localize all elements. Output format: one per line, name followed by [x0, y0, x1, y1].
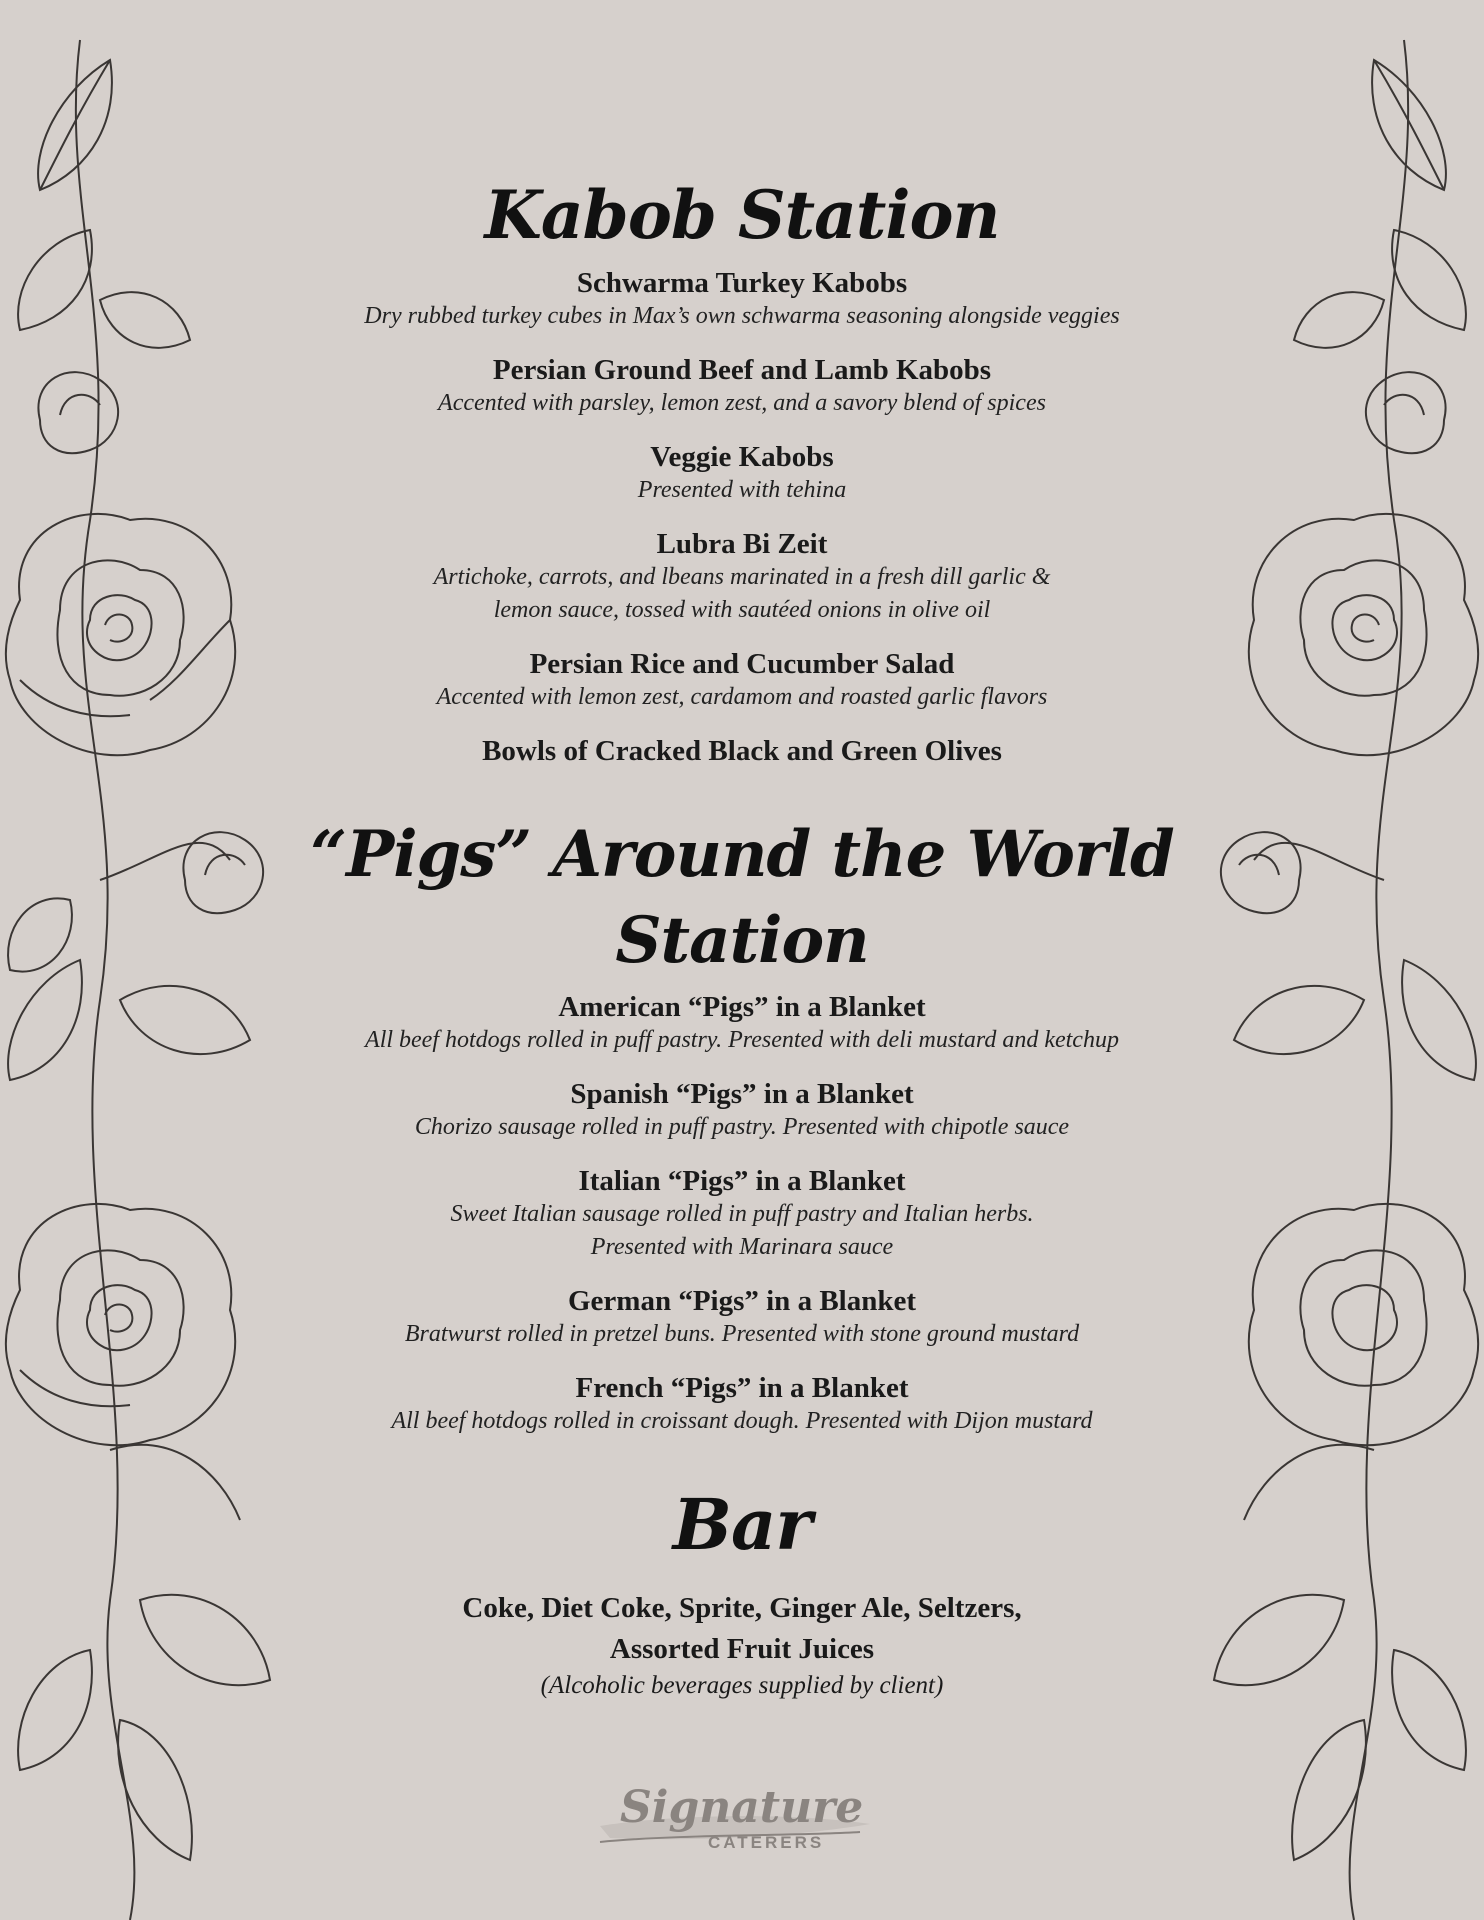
menu-item — [260, 527, 1224, 627]
item-description: Bratwurst rolled in pretzel buns. Presented with stone ground mustard — [404, 1321, 1080, 1347]
bar-drinks-line2: Assorted Fruit Juices — [609, 1633, 875, 1665]
item-name: Bowls of Cracked Black and Green Olives — [482, 735, 1002, 767]
pigs-station-section — [260, 812, 1224, 1438]
logo-script-text: Signature — [620, 1782, 864, 1833]
bar-drinks-line1: Coke, Diet Coke, Sprite, Ginger Ale, Seltzers, — [462, 1592, 1022, 1624]
item-description: Dry rubbed turkey cubes in Max’s own schwarma seasoning alongside veggies — [364, 303, 1120, 329]
item-name: Lubra Bi Zeit — [656, 528, 828, 560]
kabob-station-section — [260, 170, 1224, 768]
logo-caterers-text: CATERERS — [708, 1833, 825, 1852]
bar-details — [260, 1588, 1224, 1702]
item-name: Veggie Kabobs — [650, 441, 834, 473]
menu-item — [260, 353, 1224, 420]
menu-item — [260, 1371, 1224, 1438]
menu-content — [260, 170, 1224, 1702]
menu-item — [260, 647, 1224, 714]
item-description-line2: Presented with Marinara sauce — [590, 1234, 894, 1260]
signature-caterers-logo — [580, 1776, 880, 1860]
item-description: Artichoke, carrots, and lbeans marinated in a fresh dill garlic & — [433, 564, 1051, 590]
menu-item — [260, 734, 1224, 768]
item-name: German “Pigs” in a Blanket — [567, 1285, 916, 1317]
item-name: Persian Rice and Cucumber Salad — [529, 648, 955, 680]
menu-item — [260, 1164, 1224, 1264]
item-name: French “Pigs” in a Blanket — [575, 1372, 909, 1404]
menu-item — [260, 1077, 1224, 1144]
item-description: Accented with parsley, lemon zest, and a savory blend of spices — [438, 390, 1046, 416]
item-description: All beef hotdogs rolled in puff pastry. Presented with deli mustard and ketchup — [365, 1027, 1119, 1053]
item-description: Sweet Italian sausage rolled in puff pastry and Italian herbs. — [450, 1201, 1034, 1227]
item-name: Spanish “Pigs” in a Blanket — [570, 1078, 914, 1110]
item-name: American “Pigs” in a Blanket — [558, 991, 926, 1023]
kabob-station-title: Kabob Station — [484, 176, 1000, 254]
bar-note: (Alcoholic beverages supplied by client) — [540, 1672, 944, 1699]
pigs-station-title: “Pigs” Around the World Station — [310, 817, 1174, 978]
item-description: All beef hotdogs rolled in croissant dough. Presented with Dijon mustard — [391, 1408, 1093, 1434]
menu-item — [260, 266, 1224, 333]
item-name: Schwarma Turkey Kabobs — [576, 267, 908, 299]
bar-title: Bar — [672, 1483, 812, 1566]
item-description: Presented with tehina — [637, 477, 847, 503]
item-description: Chorizo sausage rolled in puff pastry. Presented with chipotle sauce — [414, 1114, 1070, 1140]
item-name: Italian “Pigs” in a Blanket — [578, 1165, 906, 1197]
menu-item — [260, 1284, 1224, 1351]
item-description: Accented with lemon zest, cardamom and roasted garlic flavors — [436, 684, 1048, 710]
item-name: Persian Ground Beef and Lamb Kabobs — [492, 354, 992, 386]
bar-section — [260, 1480, 1224, 1702]
menu-item — [260, 440, 1224, 507]
menu-item — [260, 990, 1224, 1057]
item-description-line2: lemon sauce, tossed with sautéed onions in olive oil — [493, 597, 991, 623]
